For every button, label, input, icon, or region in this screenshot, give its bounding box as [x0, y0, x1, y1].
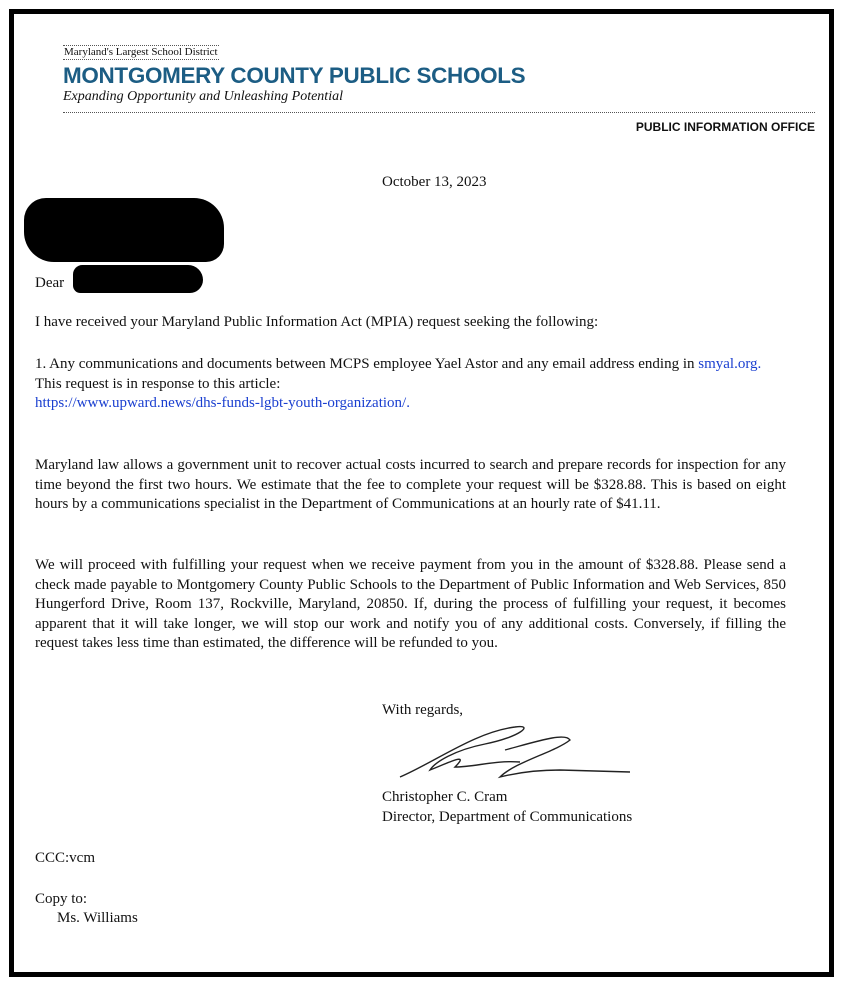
article-link[interactable]: https://www.upward.news/dhs-funds-lgbt-youth-organization/. — [35, 395, 410, 411]
copy-to-label: Copy to: — [35, 891, 88, 907]
redacted-address — [24, 198, 224, 262]
payment-paragraph: We will proceed with fulfilling your request when we receive payment from you in the amount of $328.88. Please send a check made payable to Montgomery County Public Schools to the Department of Public Information and Web Services, 850 Hungerford Drive, Room 137, Rockville, Maryland, 20850. If, during the process of fulfilling your request, it becomes apparent that it will take longer, we will stop our work and notify you of any additional costs. Conversely, if filling the request takes less time than estimated, the difference will be refunded to you. — [35, 557, 786, 651]
copy-to-name: Ms. Williams — [57, 910, 138, 926]
request-item — [35, 355, 786, 414]
signer-title: Director, Department of Communications — [382, 809, 633, 825]
letterhead-org: MONTGOMERY COUNTY PUBLIC SCHOOLS — [63, 63, 526, 88]
letterhead-tagline: Maryland's Largest School District — [64, 46, 218, 58]
letterhead-slogan: Expanding Opportunity and Unleashing Potential — [63, 89, 343, 104]
signature — [395, 722, 635, 784]
request-context: This request is in response to this article: — [35, 375, 281, 392]
letter-date: October 13, 2023 — [382, 174, 487, 190]
signer-name: Christopher C. Cram — [382, 789, 508, 805]
closing: With regards, — [382, 702, 464, 718]
request-text: 1. Any communications and documents between MCPS employee Yael Astor and any email address ending in — [35, 356, 699, 372]
fee-paragraph: Maryland law allows a government unit to recover actual costs incurred to search and prepare records for inspection for any time beyond the first two hours. We estimate that the fee to complete your request will be $328.88. This is based on eight hours by a communications specialist in the Department of Communications at an hourly rate of $41.11. — [35, 457, 786, 512]
smyal-link[interactable]: smyal.org. — [698, 356, 762, 372]
salutation: Dear — [35, 275, 65, 291]
initials: CCC:vcm — [35, 850, 96, 866]
redacted-name — [73, 265, 203, 293]
office-name: PUBLIC INFORMATION OFFICE — [635, 120, 815, 134]
intro-paragraph: I have received your Maryland Public Information Act (MPIA) request seeking the following: — [35, 314, 599, 330]
letterhead-divider — [63, 112, 815, 113]
